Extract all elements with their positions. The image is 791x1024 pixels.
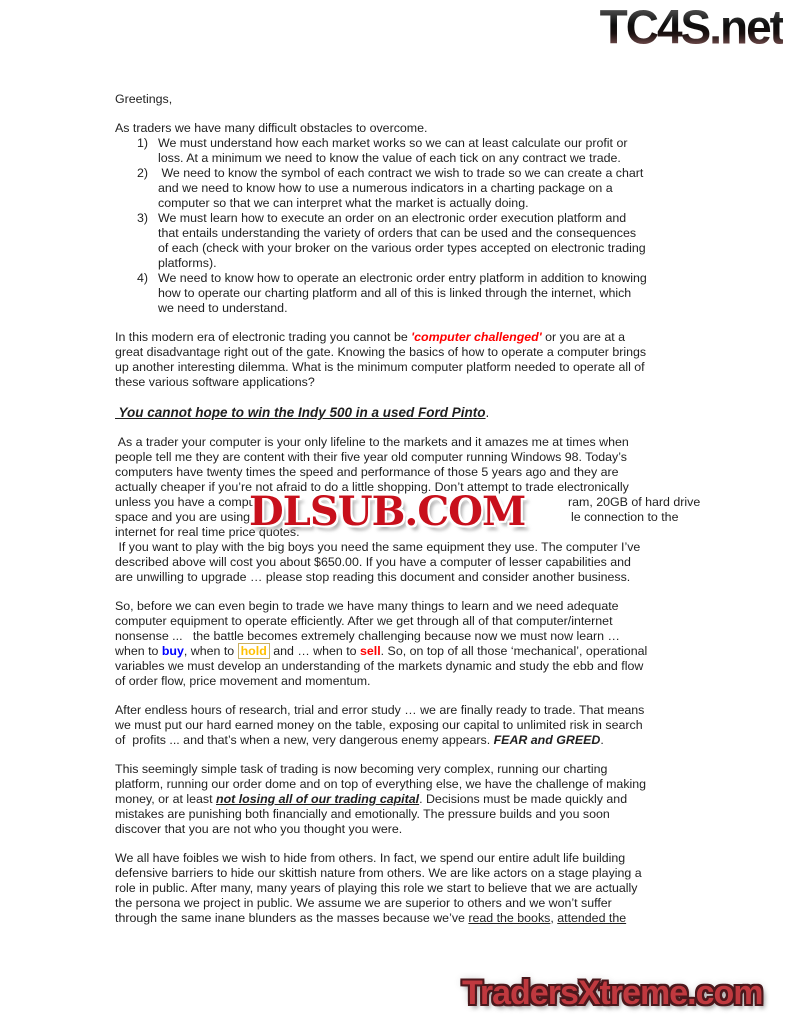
text-run: In this modern era of electronic trading you cannot be <box>115 330 412 344</box>
text-line <box>158 301 695 316</box>
text-line <box>158 241 695 256</box>
text-run: loss. At a minimum we need to know the value of each tick on any contract we trade. <box>158 151 621 165</box>
list-item <box>115 271 695 316</box>
text-run: of order flow, price movement and momentum. <box>115 674 371 688</box>
text-run: platform, running our order dome and on top of everything else, we have the challenge of making <box>115 777 647 791</box>
text-run: we must put our hard earned money on the table, exposing our capital to unlimited risk in search <box>115 718 643 732</box>
list-item <box>115 166 695 211</box>
text-run: space and you are using <box>115 510 251 524</box>
paragraph <box>115 762 695 837</box>
text-sell: sell <box>360 644 381 658</box>
text-run: the persona we project in public. We assume we are superior to others and we won’t suffer <box>115 896 612 910</box>
text-line <box>115 629 695 644</box>
text-run: We need to know the symbol of each contract we wish to trade so we can create a chart <box>158 166 644 180</box>
text-run: unless you have a compu <box>115 495 256 509</box>
text-line <box>115 659 695 674</box>
text-hold: hold <box>238 643 270 659</box>
text-run: and … when to <box>269 644 360 658</box>
paragraph <box>115 330 695 390</box>
text-run: We all have foibles we wish to hide from others. In fact, we spend our entire adult life building <box>115 851 626 865</box>
text-run: discover that you are not who you thought you were. <box>115 822 403 836</box>
text-rbi: 'computer challenged' <box>411 330 542 344</box>
text-run: we need to understand. <box>158 301 288 315</box>
text-abs2: le connection to the <box>571 510 679 524</box>
text-line <box>115 555 695 570</box>
tc4s-logo: TC4S.net <box>599 0 783 55</box>
text-run: As traders we have many difficult obstacles to overcome. <box>115 121 428 135</box>
text-line <box>115 644 695 659</box>
text-run: described above will cost you about $650.00. If you have a computer of lesser capabilities and <box>115 555 631 569</box>
text-biu: You cannot hope to win the Indy 500 in a used Ford Pinto <box>115 405 486 420</box>
text-line <box>158 271 695 286</box>
text-line <box>115 121 695 136</box>
text-line <box>158 181 695 196</box>
text-run: , <box>550 911 558 925</box>
text-buy: buy <box>161 644 184 658</box>
text-line <box>115 792 695 807</box>
text-line <box>115 881 695 896</box>
section-heading <box>115 404 695 421</box>
text-line <box>115 674 695 689</box>
text-line <box>115 762 695 777</box>
list-number: 4) <box>137 271 149 285</box>
text-line <box>115 330 695 345</box>
tradersxtreme-logo: TradersXtreme.com <box>462 974 763 1012</box>
paragraph <box>115 851 695 926</box>
text-run: Greetings, <box>115 92 173 106</box>
paragraph <box>115 599 695 689</box>
text-u: attended the <box>557 911 627 925</box>
list-number: 2) <box>137 166 149 180</box>
text-line <box>115 911 695 926</box>
text-biu: not losing all of our trading capital <box>216 792 420 806</box>
text-line <box>115 404 695 421</box>
paragraph <box>115 92 695 107</box>
text-run: of profits ... and that’s when a new, very dangerous enemy appears. <box>115 733 494 747</box>
text-line <box>115 375 695 390</box>
text-run: computers have twenty times the speed and performance of those 5 years ago and they are <box>115 465 619 479</box>
text-run: . <box>485 405 490 420</box>
text-run: are unwilling to upgrade … please stop reading this document and consider another business. <box>115 570 631 584</box>
text-line <box>158 166 695 181</box>
list-number: 1) <box>137 136 149 150</box>
text-run: This seemingly simple task of trading is now becoming very complex, running our charting <box>115 762 608 776</box>
text-line <box>115 718 695 733</box>
text-run: So, before we can even begin to trade we have many things to learn and we need adequate <box>115 599 619 613</box>
text-run: great disadvantage right out of the gate. Knowing the basics of how to operate a computer brings <box>115 345 647 359</box>
text-u: read the books <box>468 911 551 925</box>
text-line <box>115 360 695 375</box>
text-run: If you want to play with the big boys you need the same equipment they use. The computer I’ve <box>115 540 641 554</box>
text-run: and we need to know how to use a numerous indicators in a charting package on a <box>158 181 613 195</box>
text-line <box>158 256 695 271</box>
paragraph <box>115 121 695 136</box>
text-run: nonsense ... the battle becomes extremely challenging because now we must now learn … <box>115 629 620 643</box>
text-line <box>158 286 695 301</box>
text-run: , when to <box>183 644 238 658</box>
text-abs1: ram, 20GB of hard drive <box>568 495 701 509</box>
text-run: platforms). <box>158 256 217 270</box>
text-line <box>115 777 695 792</box>
text-line <box>115 851 695 866</box>
text-line <box>115 822 695 837</box>
text-run: money, or at least <box>115 792 217 806</box>
dlsub-watermark: DLSUB.COM <box>249 488 526 535</box>
text-line <box>115 540 695 555</box>
text-run: role in public. After many, many years of playing this role we start to believe that we are actually <box>115 881 638 895</box>
text-run: of each (check with your broker on the various order types accepted on electronic trading <box>158 241 646 255</box>
text-line <box>158 136 695 151</box>
text-run: defensive barriers to hide our skittish nature from others. We are like actors on a stage playing a <box>115 866 642 880</box>
text-run: internet for real time price quotes. <box>115 525 300 539</box>
text-run: . Decisions must be made quickly and <box>419 792 628 806</box>
text-line <box>115 450 695 465</box>
text-line <box>115 896 695 911</box>
text-run: As a trader your computer is your only lifeline to the markets and it amazes me at times when <box>115 435 629 449</box>
text-line <box>158 196 695 211</box>
text-run: . So, on top of all those ‘mechanical’, operational <box>380 644 648 658</box>
list-item <box>115 136 695 166</box>
list-item <box>115 211 695 271</box>
text-line <box>115 435 695 450</box>
text-line <box>158 211 695 226</box>
text-run: We must understand how each market works so we can at least calculate our profit or <box>158 136 628 150</box>
text-run: these various software applications? <box>115 375 315 389</box>
text-run: computer so that we can interpret what the market is actually doing. <box>158 196 529 210</box>
text-run: variables we must develop an understanding of the markets dynamic and study the ebb and flow <box>115 659 644 673</box>
text-run: . <box>600 733 604 747</box>
list-number: 3) <box>137 211 149 225</box>
text-line <box>115 614 695 629</box>
text-line <box>115 570 695 585</box>
text-line <box>115 465 695 480</box>
text-run: when to <box>115 644 162 658</box>
text-line <box>115 345 695 360</box>
text-line <box>158 226 695 241</box>
text-bi: FEAR and GREED <box>493 733 601 747</box>
text-run: We must learn how to execute an order on an electronic order execution platform and <box>158 211 627 225</box>
text-line <box>115 92 695 107</box>
text-line <box>115 733 695 748</box>
text-line <box>115 599 695 614</box>
text-line <box>115 807 695 822</box>
text-run: actually cheaper if you’re not afraid to do a little shopping. Don’t attempt to trade electronically <box>115 480 629 494</box>
text-line <box>115 703 695 718</box>
text-run: or you are at a <box>541 330 626 344</box>
paragraph <box>115 703 695 748</box>
text-run: people tell me they are content with their five year old computer running Windows 98. Today’s <box>115 450 627 464</box>
text-line <box>158 151 695 166</box>
text-run: that entails understanding the variety of orders that can be used and the consequences <box>158 226 637 240</box>
text-run: through the same inane blunders as the masses because we’ve <box>115 911 469 925</box>
text-run: computer equipment to operate efficiently. After we get through all of that computer/internet <box>115 614 613 628</box>
text-run: how to operate our charting platform and all of this is linked through the internet, which <box>158 286 632 300</box>
text-run: After endless hours of research, trial and error study … we are finally ready to trade. That means <box>115 703 645 717</box>
text-line <box>115 866 695 881</box>
text-run: We need to know how to operate an electronic order entry platform in addition to knowing <box>158 271 647 285</box>
text-run: up another interesting dilemma. What is the minimum computer platform needed to operate all of <box>115 360 645 374</box>
text-run: mistakes are punishing both financially and emotionally. The pressure builds and you soon <box>115 807 610 821</box>
